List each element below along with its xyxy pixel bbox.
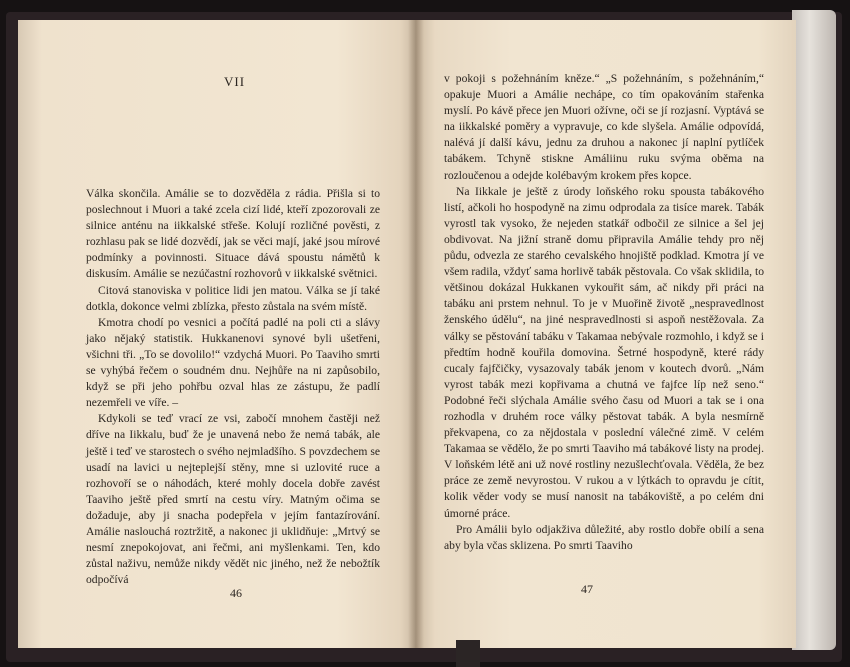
paragraph: Kmotra chodí po vesnici a počítá padlé na poli cti a slávy jako nějaký statistik. Hukkanenovi synové byli ušetřeni, všichni tři. „To se dovolilo!“ vzdychá Muori. Po Taaviho smrti se vyhýbá řečem o soudném dnu. Nejhůře na ni zapůsobilo, když se při jeho pohřbu ozval hlas ze zástupu, že padlí nezemřeli ve víře. – xyxy=(86,315,380,410)
paragraph: v pokoji s požehnáním kněze.“ „S požehnáním, s požehnáním,“ opakuje Muori a Amálie nechápe, co tím opakováním stařenka myslí. Po kávě přece jen Muori ožívne, oči se jí rozjasní. Vyptává se na iikkalské poměry a vypravuje, co kde slyšela. Amálie odpovídá, nalévá jí další kávu, jednu za druhou a nakonec jí naplní pytlíček tabákem. Tchyně stiskne Amáliinu ruku svýma oběma na rozloučenou a odejde kolébavým krokem přes kopce. xyxy=(444,72,764,182)
bookmark-ribbon xyxy=(456,640,480,667)
book-gutter xyxy=(408,20,424,648)
right-page xyxy=(416,20,796,648)
paragraph: Citová stanoviska v politice lidi jen matou. Válka se jí také dotkla, dokonce velmi zblízka, přesto zůstala na svém místě. xyxy=(86,283,380,313)
book-cover-edge xyxy=(792,10,836,650)
paragraph: Válka skončila. Amálie se to dozvěděla z rádia. Přišla si to poslechnout i Muori a také zcela cizí lidé, kteří zpozorovali ze silnice anténu na iikkalské střeše. Kolují rozličné pověsti, z rozhlasu pak se lidé dozvědí, jak se věci mají, jaké jsou mírové podmínky a povinnosti. Situace dává spoustu námětů k diskusím. Amálie se nezúčastní rozhovorů v iikkalské světnici. xyxy=(86,187,380,281)
left-page xyxy=(18,20,416,648)
paragraph: Kdykoli se teď vrací ze vsi, zabočí mnohem častěji než dříve na Iikkalu, buď že je unavená nebo že nemá tabák, ale ještě i teď ve starostech o svého nejmladšího. S povzdechem se usadí na lavici u nejteplejší stěny, mne si uzlovité ruce a rozhovoří se o náhodách, které mohly docela dobře zavést Taaviho ještě před smrtí na cestu víry. Matným očima se dožaduje, aby ji snacha podepřela v jejím fantazírování. Amálie naslouchá roztržitě, a nakonec ji uklidňuje: „Mrtvý se nesmí znepokojovat, ani řečmi, ani myšlenkami. Ten, kdo zůstal naživu, nemůže nikdy vědět nic jiného, než že nebožtík odpočívá xyxy=(86,412,380,587)
chapter-heading: VII xyxy=(224,74,246,89)
page-number: 46 xyxy=(230,586,242,600)
paragraph: Na Iikkale je ještě z úrody loňského roku spousta tabákového listí, ačkoli ho hospodyně na zimu odprodala za tisíce marek. Tabák vyrostl tak vysoko, že nejeden statkář odbočil ze silnice a šel jej obdivovat. Na jižní straně domu připravila Amálie tehdy pro něj půdu, odvezla ze starého cevalského hnojiště podklad. Kmotra jí ve všem radila, vždyť sama horlivě tabák pěstovala. Co však sklidila, to většinou dokázal Hukkanen vykouřit sám, ač nikdy při práci na tabáku ani prstem nehnul. To je v Muořině životě „nespravedlnost ženského údělu“, na jiné nespravedlnosti si aspoň nestěžovala. Za války se pěstování tabáku v Takamaa nebývale rozmohlo, i když se i předtím hodně kouřila domovina. Šetrné hospodyně, které rády cucaly fajfčičky, vysazovaly tabák jenom v koutech dvorů. „Nám vyrost tabák mezi kopřivama a chutná ve fajfce líp než seno.“ Podobné řeči slýchala Amálie svého času od Muori a tak se i ona rozhodla v druhém roce války pěstovat tabák. A byla nesmírně překvapena, co za nějdostala v poslední válečné zimě. V celém Takamaa se vědělo, že po smrti Taaviho má tabákové listy na prodej. V loňském létě ani už nové rostliny nezušlechťovala. Věděla, že bez práce ze země nevyrostou. V rukou a v lýtkách to opravdu je cítit, kolik věder vody se musí nanosit na tabákoviště, a po celém dni úmorné práce. xyxy=(444,184,764,520)
page-number: 47 xyxy=(581,582,593,596)
left-page-text xyxy=(86,186,380,588)
paragraph: Pro Amálii bylo odjakživa důležité, aby rostlo dobře obilí a sena aby byla včas sklizena. Po smrti Taaviho xyxy=(444,522,764,552)
right-page-text xyxy=(444,71,764,554)
